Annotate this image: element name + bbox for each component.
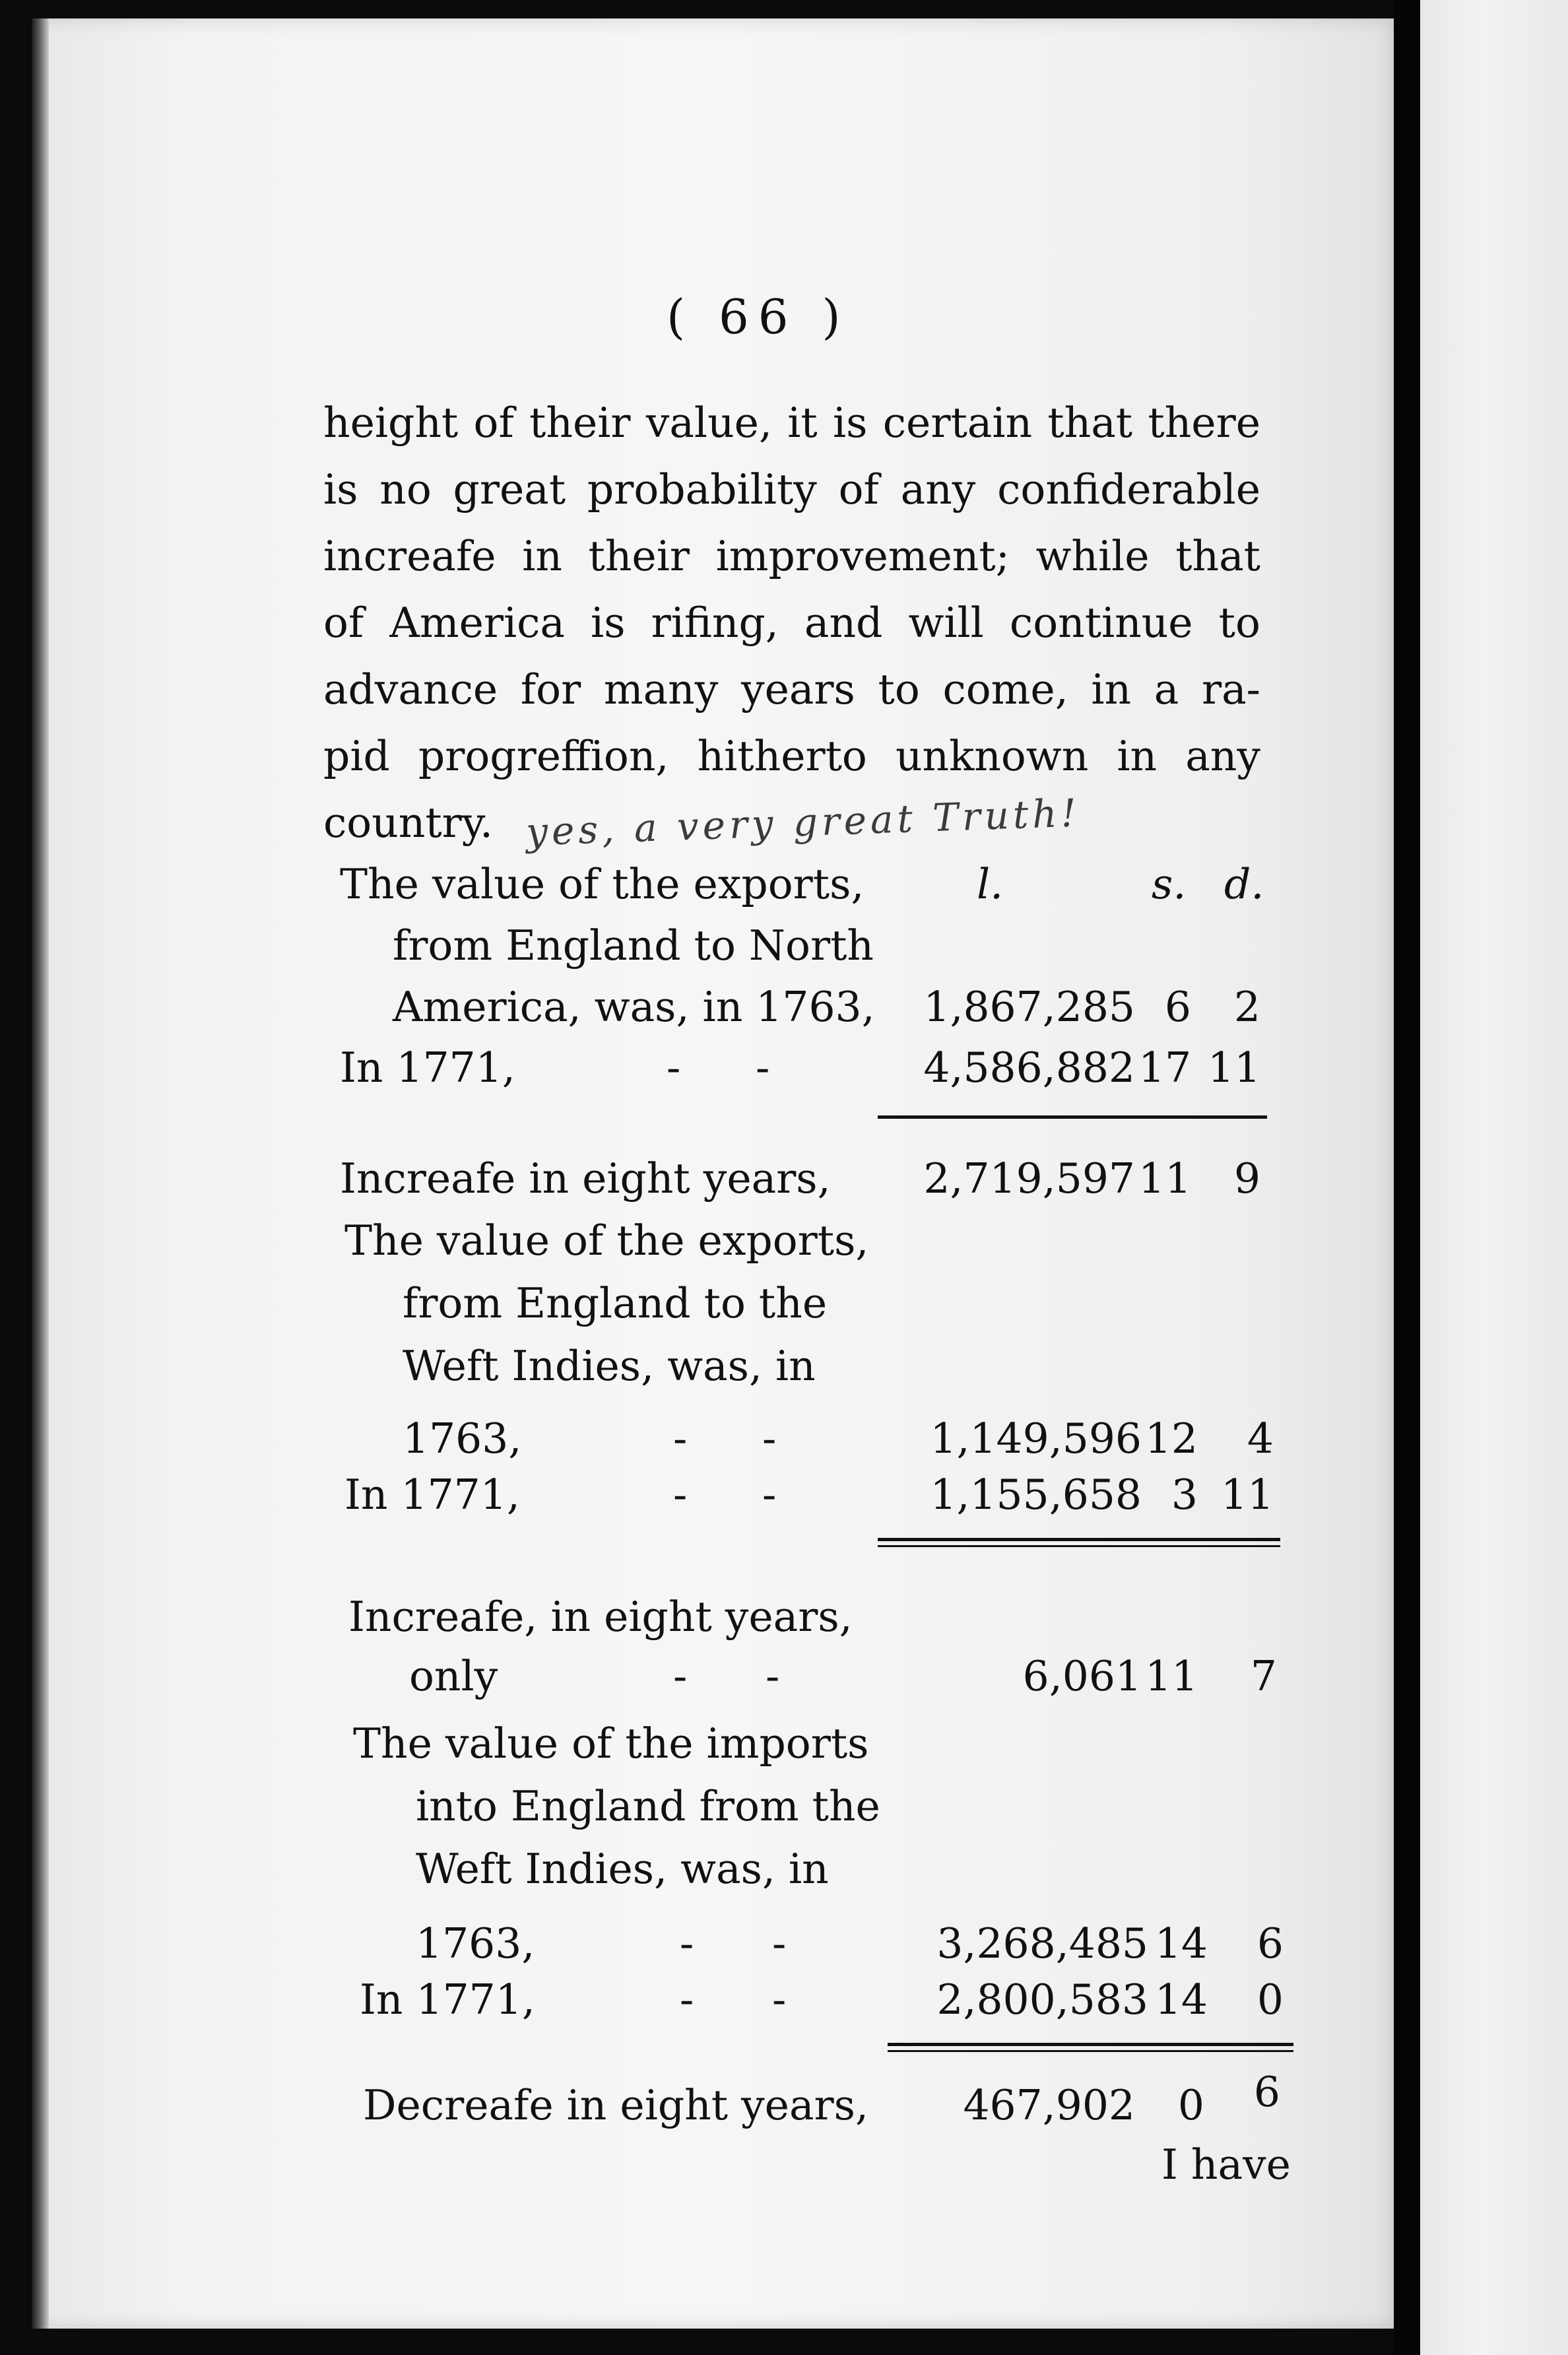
word: many: [603, 665, 719, 713]
word: ra-: [1201, 665, 1260, 713]
value-shillings: 3: [1171, 1471, 1198, 1519]
value-pence: 9: [1233, 1154, 1260, 1203]
value-pounds: 467,902: [963, 2081, 1135, 2129]
word: in: [1117, 732, 1158, 780]
row-dash: -: [673, 1414, 688, 1463]
row-dash: -: [766, 1652, 780, 1700]
word: come,: [942, 665, 1068, 713]
value-shillings: 12: [1144, 1414, 1198, 1463]
value-shillings: 6: [1164, 983, 1191, 1031]
value-pence: 6: [1257, 1919, 1284, 1968]
row-label: into England from the: [416, 1782, 880, 1830]
value-pounds: 2,719,597: [923, 1154, 1135, 1203]
word: for: [520, 665, 581, 713]
word: while: [1035, 532, 1150, 580]
word: is: [591, 599, 626, 647]
word: confiderable: [997, 465, 1260, 514]
word: is: [323, 465, 358, 514]
word: will: [908, 599, 984, 647]
word: probability: [587, 465, 817, 514]
word: hitherto: [697, 732, 867, 780]
row-label: 1763,: [403, 1414, 522, 1463]
row-dash: -: [673, 1471, 688, 1519]
word: rifing,: [651, 599, 779, 647]
value-pence: 7: [1250, 1652, 1277, 1700]
row-dash: -: [772, 1919, 787, 1968]
word: progreffion,: [418, 732, 669, 780]
row-label: The value of the exports,: [344, 1216, 869, 1265]
row-label: 1763,: [416, 1919, 535, 1968]
row-dash: -: [673, 1652, 688, 1700]
row-label: In 1771,: [344, 1471, 520, 1519]
word: that: [1047, 399, 1133, 447]
value-pounds: 3,268,485: [936, 1919, 1148, 1968]
word: of: [323, 599, 364, 647]
word: in: [522, 532, 562, 580]
value-shillings: 14: [1154, 1975, 1208, 2024]
sum-rule: [878, 1538, 1280, 1547]
word: unknown: [895, 732, 1089, 780]
value-pence: 4: [1247, 1414, 1274, 1463]
word: to: [1218, 599, 1260, 647]
word: any: [900, 465, 976, 514]
value-shillings: 11: [1145, 1652, 1198, 1700]
sum-rule: [878, 1115, 1267, 1119]
word: is: [833, 399, 868, 447]
row-label: Increafe, in eight years,: [348, 1593, 853, 1641]
row-label: Weft Indies, was, in: [403, 1342, 816, 1390]
row-dash: -: [762, 1471, 777, 1519]
word: increafe: [323, 532, 496, 580]
word: America: [389, 599, 565, 647]
value-shillings: 14: [1154, 1919, 1208, 1968]
catchword: I have: [1161, 2140, 1291, 2189]
word: years: [741, 665, 855, 713]
row-dash: -: [667, 1044, 681, 1092]
row-label: The value of the exports,: [340, 860, 865, 908]
value-pence: 11: [1221, 1471, 1274, 1519]
word: certain: [882, 399, 1033, 447]
value-pounds: 1,867,285: [923, 983, 1135, 1031]
word: there: [1148, 399, 1260, 447]
row-label: from England to North: [393, 921, 874, 970]
row-dash: -: [756, 1044, 770, 1092]
row-label: from England to the: [403, 1279, 828, 1327]
text-line-end: country.: [323, 799, 494, 847]
word: and: [804, 599, 883, 647]
word: great: [453, 465, 566, 514]
value-shillings: 11: [1138, 1154, 1192, 1203]
row-dash: -: [680, 1919, 694, 1968]
row-label: Increafe in eight years,: [340, 1154, 831, 1203]
row-dash: -: [762, 1414, 777, 1463]
word: their: [529, 399, 631, 447]
word: value,: [645, 399, 772, 447]
row-label: America, was, in 1763,: [393, 983, 875, 1031]
value-pence: 0: [1257, 1975, 1284, 2024]
sum-rule: [888, 2043, 1293, 2052]
word: pid: [323, 732, 390, 780]
header-pence: d.: [1224, 860, 1264, 908]
handwritten-annotation: yes, a very great Truth!: [525, 790, 1081, 855]
page-number: ( 66 ): [667, 289, 850, 345]
value-pounds: 2,800,583: [936, 1975, 1148, 2024]
word: continue: [1009, 599, 1193, 647]
word: improvement;: [715, 532, 1010, 580]
row-dash: -: [772, 1975, 787, 2024]
word: advance: [323, 665, 498, 713]
word: a: [1154, 665, 1179, 713]
header-pounds: l.: [977, 860, 1004, 908]
word: to: [878, 665, 920, 713]
header-shillings: s.: [1152, 860, 1187, 908]
row-label: In 1771,: [360, 1975, 535, 2024]
word: in: [1091, 665, 1132, 713]
word: it: [787, 399, 818, 447]
value-pounds: 6,061: [1022, 1652, 1142, 1700]
value-pence: 6: [1253, 2068, 1280, 2116]
value-shillings: 17: [1138, 1044, 1192, 1092]
row-dash: -: [680, 1975, 694, 2024]
word: height: [323, 399, 459, 447]
value-pounds: 4,586,882: [923, 1044, 1135, 1092]
value-pounds: 1,149,596: [930, 1414, 1142, 1463]
row-label: Decreafe in eight years,: [363, 2081, 868, 2129]
value-pounds: 1,155,658: [930, 1471, 1142, 1519]
word: their: [588, 532, 690, 580]
value-shillings: 0: [1177, 2081, 1204, 2129]
word: any: [1185, 732, 1260, 780]
value-pence: 2: [1233, 983, 1260, 1031]
word: no: [379, 465, 432, 514]
row-label: only: [409, 1652, 498, 1700]
word: of: [838, 465, 879, 514]
word: of: [473, 399, 514, 447]
row-label: Weft Indies, was, in: [416, 1845, 829, 1893]
row-label: In 1771,: [340, 1044, 515, 1092]
row-label: The value of the imports: [353, 1719, 869, 1768]
word: that: [1175, 532, 1260, 580]
value-pence: 11: [1208, 1044, 1261, 1092]
